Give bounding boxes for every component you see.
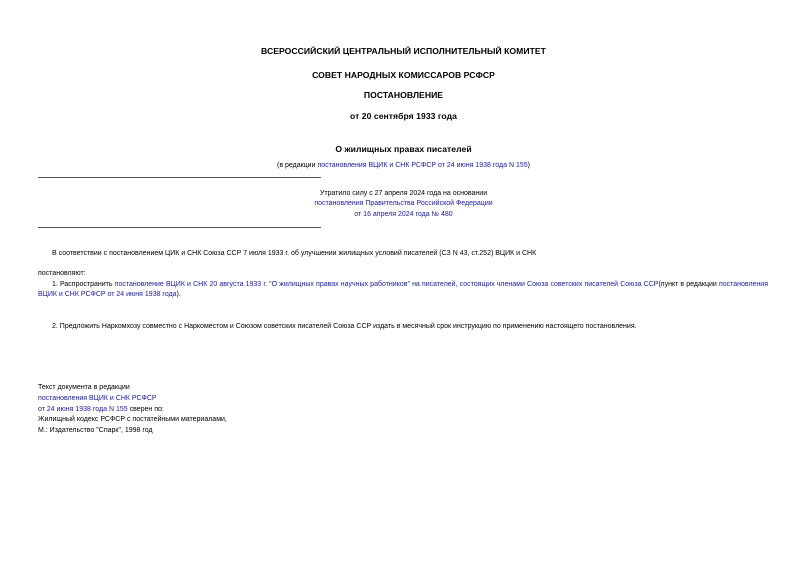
- document-type: ПОСТАНОВЛЕНИЕ: [363, 90, 444, 100]
- item-1-link-scientists-decree[interactable]: постановление ВЦИК и СНК 20 августа 1933 г. "О жилищных правах научных работников" на писателей, состоящих членами Союза советских писателей Союза ССР: [114, 281, 659, 288]
- footer-link-decree[interactable]: постановления ВЦИК и СНК РСФСР: [38, 395, 157, 402]
- edition-link[interactable]: постановления ВЦИК и СНК РСФСР от 24 июня 1938 года N 155: [317, 162, 528, 169]
- edition-note: [0, 162, 807, 169]
- item-1-text: 1. Распространить: [52, 281, 115, 288]
- repeal-line: Утратило силу с 27 апреля 2024 года на основании: [319, 190, 488, 197]
- footer-line-1: Текст документа в редакции: [38, 384, 130, 391]
- item-1-end: ).: [176, 291, 181, 298]
- edition-suffix: ): [527, 162, 530, 169]
- item-2-paragraph: 2. Предложить Наркомхозу совместно с Наркоместом и Союзом советских писателей Союза ССР издать в месячный срок инструкцию по применению настоящего постановления.: [52, 323, 637, 330]
- footer-verified: сверен по:: [127, 406, 164, 413]
- preamble-paragraph: В соответствии с постановлением ЦИК и СНК Союза ССР 7 июля 1933 г. об улучшении жилищных условий писателей (СЗ N 43, ст.252) ВЦИК и СНК: [52, 250, 537, 257]
- decree-word: постановляют:: [38, 270, 86, 277]
- footer-link-date[interactable]: от 24 июня 1938 года N 155: [38, 406, 128, 413]
- footer-line-3: [38, 405, 338, 415]
- document-title: О жилищных правах писателей: [335, 144, 472, 154]
- document-date: от 20 сентября 1933 года: [350, 111, 457, 121]
- edition-prefix: (в редакции: [277, 162, 318, 169]
- item-1-link-amendment[interactable]: постановления ВЦИК и СНК РСФСР от 24 июня 1938 года: [38, 281, 769, 298]
- repeal-link-date[interactable]: от 16 апреля 2024 года № 480: [354, 211, 453, 218]
- divider-bottom: [38, 227, 321, 228]
- divider-top: [38, 177, 321, 178]
- issuer-snk: СОВЕТ НАРОДНЫХ КОМИССАРОВ РСФСР: [312, 70, 495, 80]
- item-1-note: (пункт в редакции: [658, 281, 719, 288]
- footer-source-title: Жилищный кодекс РСФСР с постатейными материалами,: [38, 416, 227, 423]
- issuer-vtsik: ВСЕРОССИЙСКИЙ ЦЕНТРАЛЬНЫЙ ИСПОЛНИТЕЛЬНЫЙ КОМИТЕТ: [261, 46, 546, 56]
- footer-publisher: М.: Издательство "Спарк", 1998 год: [38, 427, 153, 434]
- item-1-paragraph: [38, 280, 768, 300]
- repeal-link-government[interactable]: постановления Правительства Российской Федерации: [314, 200, 493, 207]
